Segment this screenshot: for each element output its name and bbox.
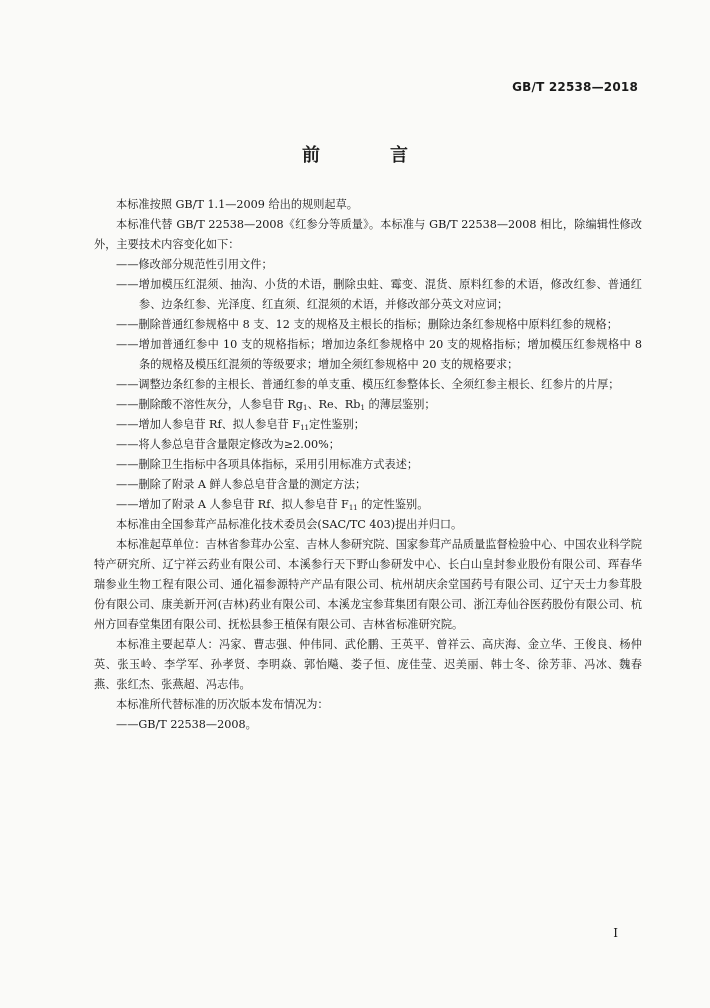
paragraph-replacement: 本标准代替 GB/T 22538—2008《红参分等质量》。本标准与 GB/T 22538—2008 相比，除编辑性修改外，主要技术内容变化如下：	[94, 218, 642, 251]
paragraph-drafting-units: 本标准起草单位：吉林省参茸办公室、吉林人参研究院、国家参茸产品质量监督检验中心、中国农业科学院特产研究所、辽宁祥云药业有限公司、本溪参行天下野山参研发中心、长白山皇封参业股份有限公司、珲春华瑞参业生物工程有限公司、通化福参源特产产品有限公司、杭州胡庆余堂国药号有限公司、辽宁天士力参茸股份有限公司、康美新开河(吉林)药业有限公司、本溪龙宝参茸集团有限公司、浙江寿仙谷医药股份有限公司、杭州方回春堂集团有限公司、抚松县参王植保有限公司、吉林省标准研究院。	[94, 538, 642, 631]
text-segment: ——删除酸不溶性灰分，人参皂苷 Rg	[116, 398, 303, 411]
text-segment: 、Re、Rb	[307, 398, 361, 411]
list-item-appendix	[94, 495, 642, 515]
page-title: 前 言	[302, 145, 434, 166]
subscript: 11	[348, 504, 358, 512]
list-item-previous-edition: ——GB/T 22538—2008。	[116, 718, 257, 731]
subscript: 11	[300, 424, 309, 432]
paragraph-proposer: 本标准由全国参茸产品标准化技术委员会(SAC/TC 403)提出并归口。	[116, 518, 463, 531]
page-number: I	[613, 926, 618, 940]
list-item: ——修改部分规范性引用文件；	[116, 258, 273, 271]
text-segment: 的定性鉴别。	[357, 498, 429, 511]
text-segment: ——增加了附录 A 人参皂苷 Rf、拟人参皂苷 F	[116, 498, 349, 511]
paragraph-previous-editions: 本标准所代替标准的历次版本发布情况为：	[116, 698, 329, 711]
list-item: ——删除了附录 A 鲜人参总皂苷含量的测定方法；	[116, 478, 367, 491]
text-segment: ——增加人参皂苷 Rf、拟人参皂苷 F	[116, 418, 301, 431]
list-item: ——增加普通红参中 10 支的规格指标；增加边条红参规格中 20 支的规格指标；增加模压红参规格中 8 条的规格及模压红混须的等级要求；增加全须红参规格中 20 支的规格要求；	[116, 338, 642, 371]
foreword-body	[94, 195, 642, 735]
subscript: 1	[302, 404, 308, 412]
text-segment: 定性鉴别；	[309, 418, 365, 431]
list-item: ——调整边条红参的主根长、普通红参的单支重、模压红参整体长、全须红参主根长、红参片的片厚；	[116, 378, 620, 391]
paragraph-drafters: 本标准主要起草人：冯家、曹志强、仲伟同、武伦鹏、王英平、曾祥云、高庆海、金立华、王俊良、杨仲英、张玉岭、李学军、孙孝贤、李明焱、郭怡飚、娄子恒、庞佳莹、迟美丽、韩士冬、徐芳菲、冯冰、魏春燕、张红杰、张燕超、冯志伟。	[94, 638, 642, 691]
list-item: ——删除普通红参规格中 8 支、12 支的规格及主根长的指标；删除边条红参规格中原料红参的规格；	[116, 318, 618, 331]
subscript: 1	[360, 404, 365, 412]
text-segment: 的薄层鉴别；	[364, 398, 436, 411]
list-item-rf	[94, 415, 642, 435]
standard-code: GB/T 22538—2018	[512, 80, 638, 94]
list-item-ginsenoside	[94, 395, 642, 415]
list-item: ——删除卫生指标中各项具体指标，采用引用标准方式表述；	[116, 458, 419, 471]
list-item: ——将人参总皂苷含量限定修改为≥2.00%；	[116, 438, 340, 451]
list-item: ——增加模压红混须、抽沟、小货的术语，删除虫蛀、霉变、混货、原料红参的术语，修改红参、普通红参、边条红参、光泽度、红直须、红混须的术语，并修改部分英文对应词；	[116, 278, 642, 311]
paragraph-drafting-rules: 本标准按照 GB/T 1.1—2009 给出的规则起草。	[116, 198, 358, 211]
